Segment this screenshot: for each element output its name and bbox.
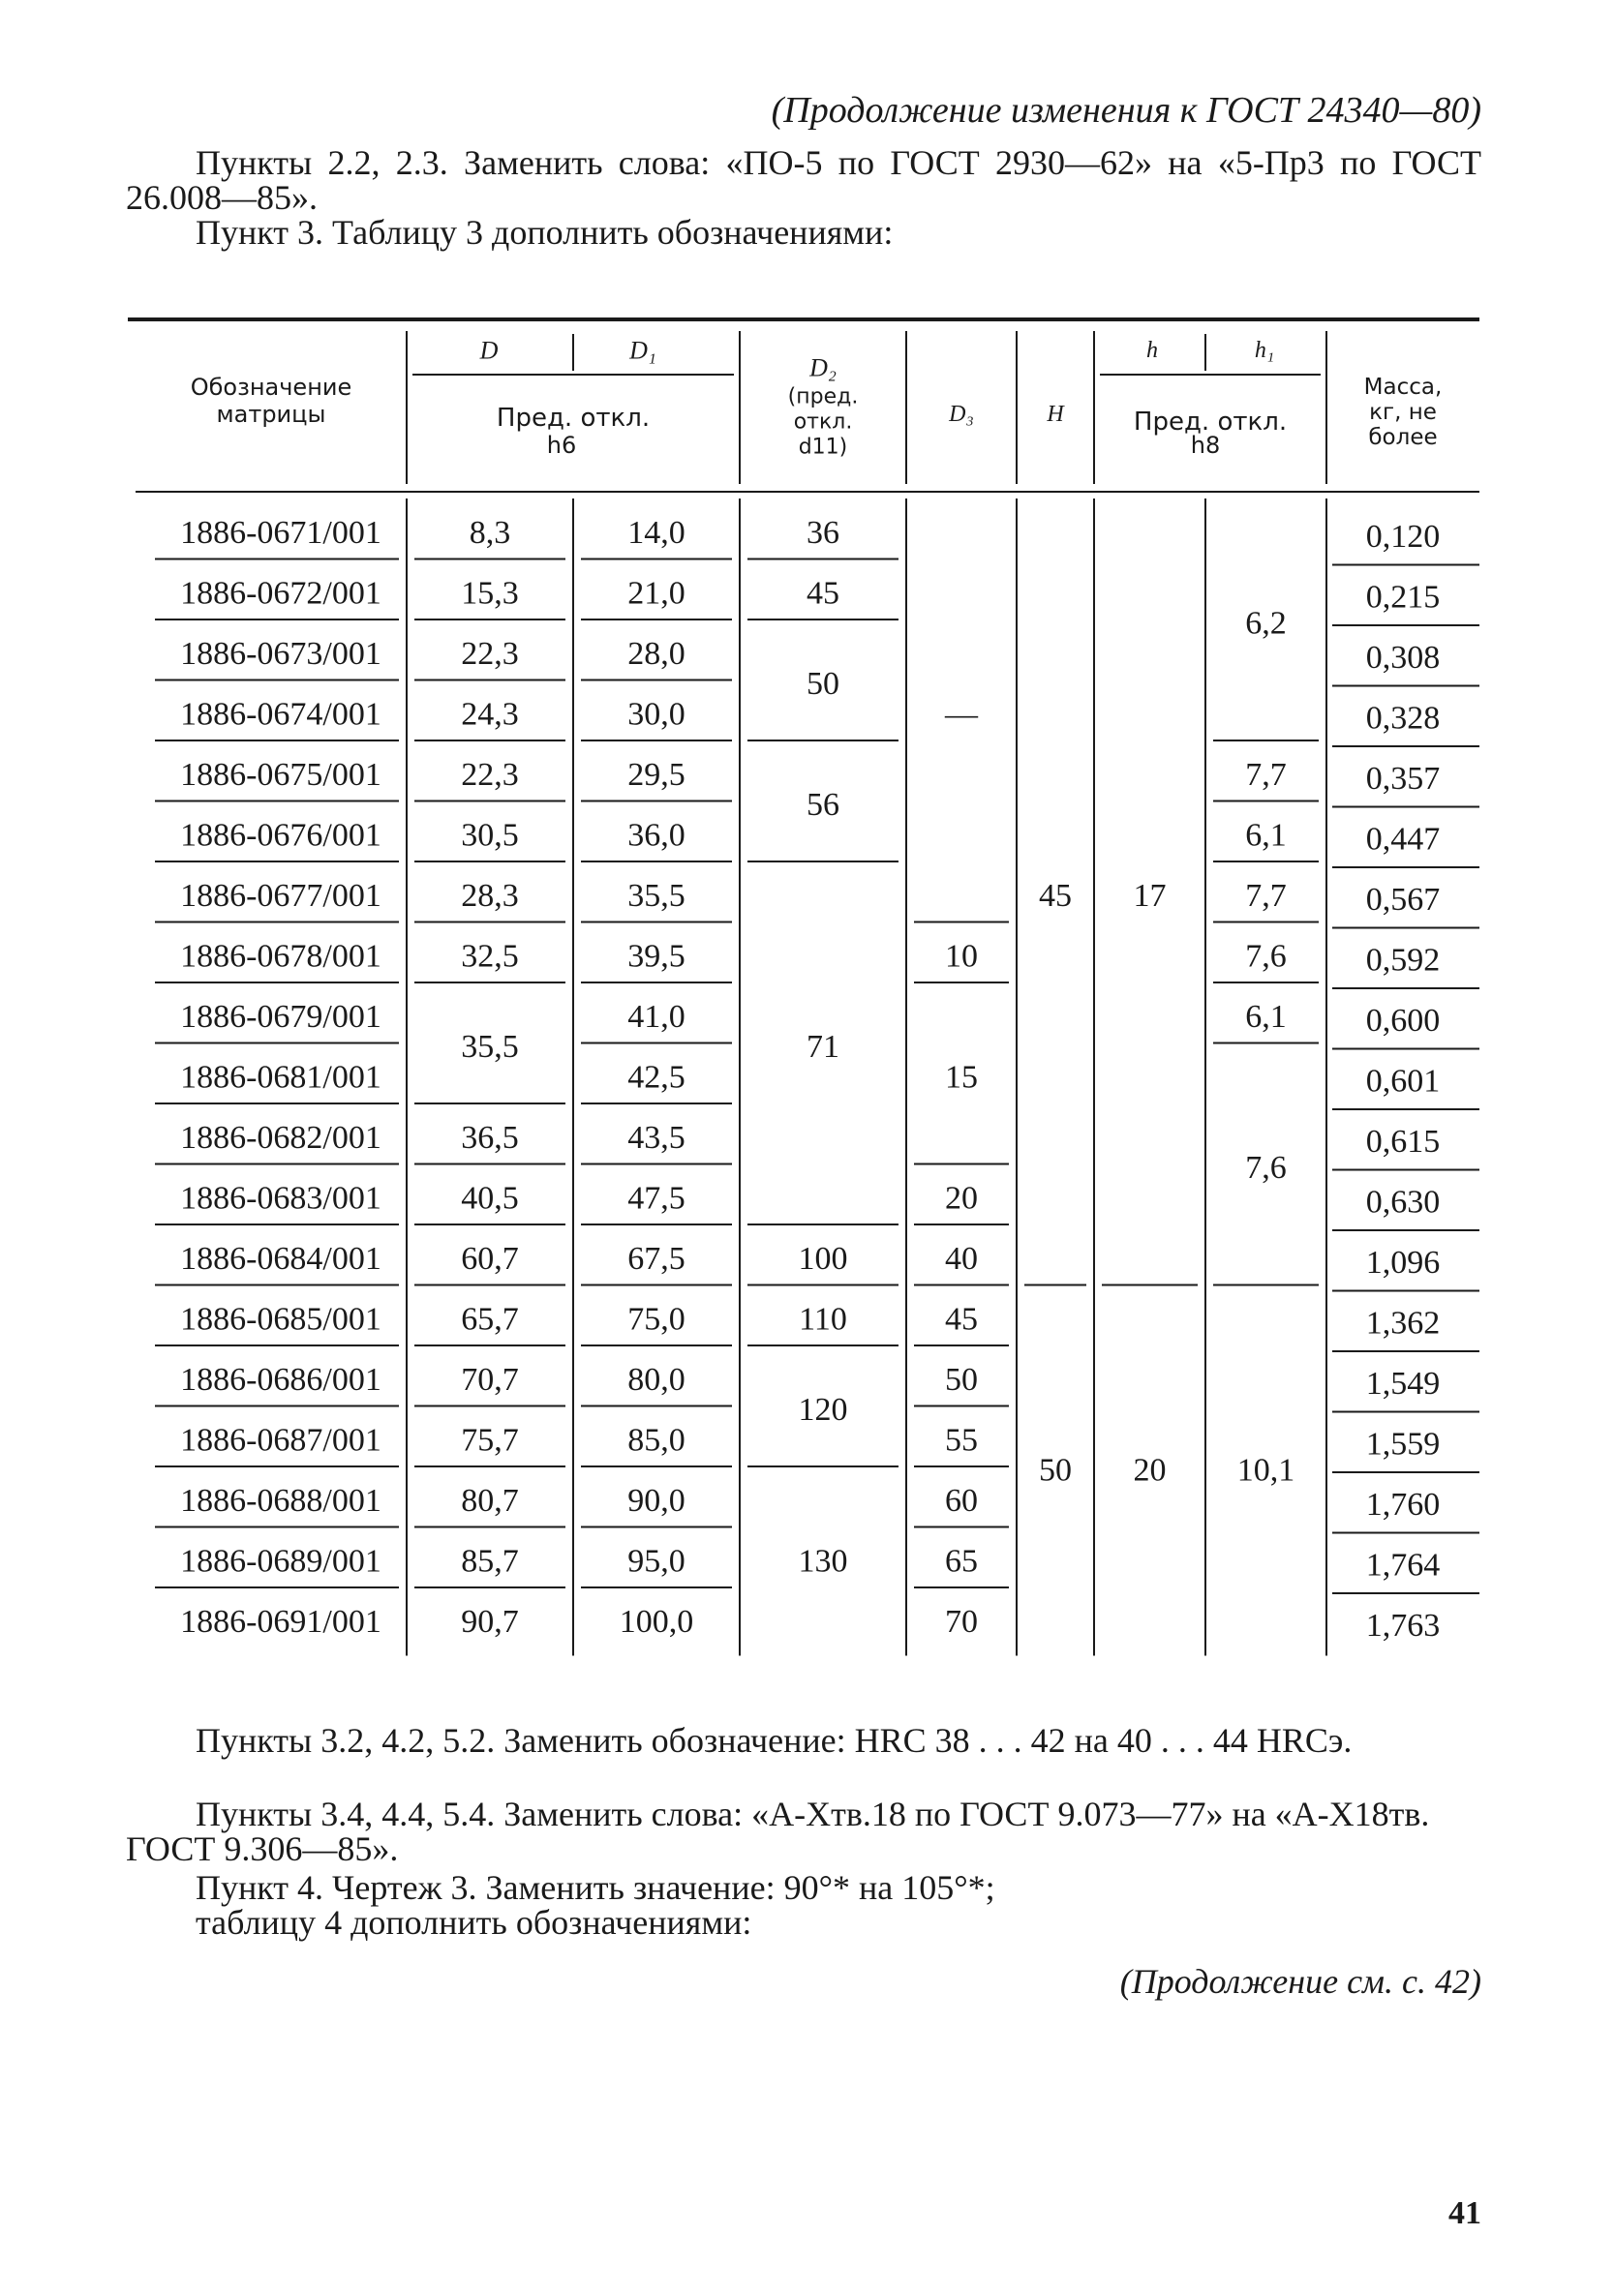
header-mass: Масса, [1363,375,1443,400]
cell-designation: 1886-0677/001 [180,877,381,914]
cell-designation: 1886-0683/001 [180,1180,381,1217]
cell-D: 8,3 [469,514,511,551]
cell-D: 15,3 [461,575,519,612]
header-designation: матрицы [216,401,326,428]
cell-D1: 28,0 [627,635,685,672]
cell-mass: 0,592 [1365,942,1441,979]
cell-mass: 0,567 [1365,881,1441,918]
cell-D2: 120 [798,1392,848,1428]
cell-D1: 39,5 [627,938,685,975]
cell-mass: 0,308 [1365,639,1441,676]
cell-D1: 14,0 [627,514,685,551]
header-H: H [1047,402,1064,427]
cell-designation: 1886-0676/001 [180,817,381,854]
cell-h1: 10,1 [1236,1452,1295,1489]
cell-mass: 1,760 [1365,1486,1441,1523]
paragraph-table-4-note: таблицу 4 дополнить обозначениями: [196,1903,752,1942]
cell-D2: 100 [798,1240,848,1277]
cell-designation: 1886-0673/001 [180,635,381,672]
header-deviation-h8: Пред. откл. [1133,408,1288,437]
cell-mass: 1,362 [1365,1305,1441,1342]
cell-D2: 36 [807,514,839,551]
cell-D3: — [945,696,978,733]
cell-D3: 55 [945,1422,978,1459]
cell-designation: 1886-0685/001 [180,1301,381,1338]
cell-h1: 7,7 [1245,756,1287,793]
cell-mass: 0,215 [1365,579,1441,616]
cell-designation: 1886-0678/001 [180,938,381,975]
page-number: 41 [1448,2195,1481,2231]
cell-designation: 1886-0691/001 [180,1603,381,1640]
cell-D: 30,5 [461,817,519,854]
header-D3: D₃ [949,402,974,427]
cell-D1: 47,5 [627,1180,685,1217]
cell-designation: 1886-0672/001 [180,575,381,612]
header-h1: h₁ [1254,338,1275,363]
cell-D: 24,3 [461,696,519,733]
cell-D1: 30,0 [627,696,685,733]
cell-D: 22,3 [461,635,519,672]
cell-mass: 0,447 [1365,821,1441,858]
cell-mass: 1,549 [1365,1365,1441,1402]
cell-D1: 41,0 [627,998,685,1035]
cell-D1: 43,5 [627,1119,685,1156]
cell-D: 40,5 [461,1180,519,1217]
paragraph-items-3-4-4-4-5-4: Пункты 3.4, 4.4, 5.4. Заменить слова: «А-Хтв.18 по ГОСТ 9.073—77» на «А-Х18тв. ГОСТ 9.306—85». [126,1795,1430,1868]
cell-D2: 45 [807,575,839,612]
cell-D1: 100,0 [619,1603,694,1640]
cell-D: 22,3 [461,756,519,793]
cell-D: 90,7 [461,1603,519,1640]
cell-D3: 15 [945,1059,978,1096]
cell-designation: 1886-0675/001 [180,756,381,793]
continuation-header: (Продолжение изменения к ГОСТ 24340—80) [771,90,1481,131]
cell-D: 70,7 [461,1361,519,1398]
cell-mass: 1,559 [1365,1426,1441,1463]
header-tolerance-h8: h8 [1190,432,1221,459]
header-h: h [1146,338,1158,363]
cell-designation: 1886-0681/001 [180,1059,381,1096]
cell-D2: 130 [798,1543,848,1580]
paragraph-item-3: Пункт 3. Таблицу 3 дополнить обозначениями: [196,213,894,252]
cell-D: 28,3 [461,877,519,914]
cell-D: 65,7 [461,1301,519,1338]
cell-mass: 0,328 [1365,700,1441,737]
cell-D1: 90,0 [627,1482,685,1519]
cell-D3: 45 [945,1301,978,1338]
cell-h1: 6,2 [1245,605,1287,642]
cell-D1: 36,0 [627,817,685,854]
header-D2: откл. [793,409,853,435]
cell-mass: 0,600 [1365,1002,1441,1039]
cell-h1: 7,7 [1245,877,1287,914]
header-mass: более [1368,425,1438,450]
cell-D: 75,7 [461,1422,519,1459]
cell-designation: 1886-0686/001 [180,1361,381,1398]
cell-D3: 20 [945,1180,978,1217]
cell-h1: 7,6 [1245,938,1287,975]
paragraph-item-4: Пункт 4. Чертеж 3. Заменить значение: 90°* на 105°*; [196,1868,995,1907]
cell-D: 35,5 [461,1029,519,1065]
cell-D: 80,7 [461,1482,519,1519]
cell-D1: 85,0 [627,1422,685,1459]
cell-H: 50 [1039,1452,1072,1489]
cell-D2: 71 [807,1029,839,1065]
cell-D3: 60 [945,1482,978,1519]
cell-designation: 1886-0688/001 [180,1482,381,1519]
cell-mass: 1,096 [1365,1244,1441,1281]
cell-designation: 1886-0689/001 [180,1543,381,1580]
header-D2: (пред. [787,384,859,409]
cell-h1: 7,6 [1245,1150,1287,1186]
cell-D3: 65 [945,1543,978,1580]
cell-D: 36,5 [461,1119,519,1156]
cell-D2: 110 [799,1301,847,1338]
cell-designation: 1886-0682/001 [180,1119,381,1156]
cell-designation: 1886-0671/001 [180,514,381,551]
cell-D2: 50 [807,666,839,702]
cell-D: 85,7 [461,1543,519,1580]
cell-designation: 1886-0684/001 [180,1240,381,1277]
paragraph-items-2-2-2-3: Пункты 2.2, 2.3. Заменить слова: «ПО-5 по ГОСТ 2930—62» на «5-Пр3 по ГОСТ 26.008—85». [126,143,1481,217]
cell-D3: 70 [945,1603,978,1640]
header-D2: D₂ [809,353,837,382]
cell-mass: 0,357 [1365,760,1441,797]
cell-mass: 0,120 [1365,518,1441,555]
cell-designation: 1886-0687/001 [180,1422,381,1459]
header-tolerance-h6: h6 [546,432,577,459]
cell-D3: 40 [945,1240,978,1277]
header-D1: D₁ [629,336,656,365]
cell-D3: 10 [945,938,978,975]
header-D: D [479,336,499,365]
header-deviation-h6: Пред. откл. [496,404,651,433]
cell-mass: 1,764 [1365,1547,1441,1584]
cell-D1: 95,0 [627,1543,685,1580]
cell-h: 20 [1133,1452,1167,1489]
cell-D1: 29,5 [627,756,685,793]
cell-designation: 1886-0674/001 [180,696,381,733]
cell-designation: 1886-0679/001 [180,998,381,1035]
cell-mass: 0,601 [1365,1063,1441,1100]
header-D2: d11) [798,435,848,460]
cell-D1: 42,5 [627,1059,685,1096]
cell-D1: 35,5 [627,877,685,914]
cell-mass: 0,630 [1365,1184,1441,1221]
cell-h1: 6,1 [1245,817,1287,854]
cell-mass: 1,763 [1365,1607,1441,1644]
cell-D2: 56 [807,787,839,823]
cell-D: 60,7 [461,1240,519,1277]
cell-D1: 80,0 [627,1361,685,1398]
cell-H: 45 [1039,877,1072,914]
cell-h: 17 [1133,877,1167,914]
cell-D: 32,5 [461,938,519,975]
cell-D1: 67,5 [627,1240,685,1277]
cell-h1: 6,1 [1245,998,1287,1035]
cell-mass: 0,615 [1365,1123,1441,1160]
cell-D3: 50 [945,1361,978,1398]
continuation-footer: (Продолжение см. с. 42) [1119,1962,1481,2001]
header-mass: кг, не [1369,400,1437,425]
header-designation: Обозначение [190,374,352,401]
cell-D1: 75,0 [627,1301,685,1338]
cell-D1: 21,0 [627,575,685,612]
paragraph-items-3-2-4-2-5-2: Пункты 3.2, 4.2, 5.2. Заменить обозначение: HRC 38 . . . 42 на 40 . . . 44 HRCэ. [196,1721,1353,1760]
